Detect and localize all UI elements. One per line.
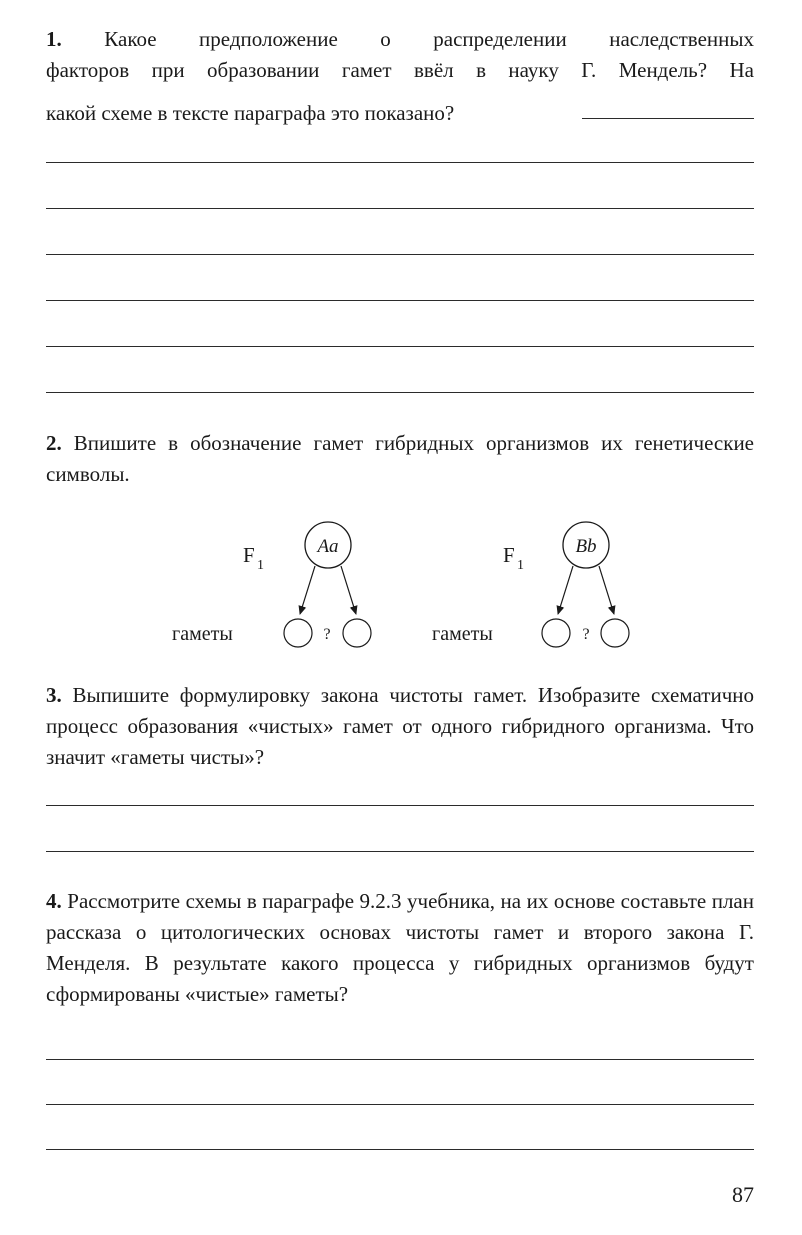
task-3-number: 3. [46, 683, 62, 707]
task-1-answer-line[interactable] [46, 300, 754, 301]
gamete-circle-right[interactable] [601, 619, 629, 647]
gamete-circle-left[interactable] [542, 619, 570, 647]
task-1-answer-line[interactable] [46, 392, 754, 393]
task-2-text: Впишите в обозначение гамет гибридных организмов их генетические символы. [46, 431, 755, 486]
generation-label: F [243, 543, 255, 567]
gametes-label: гаметы [432, 623, 493, 645]
task-3-answer-line[interactable] [46, 851, 754, 852]
task-4-text: Рассмотрите схемы в параграфе 9.2.3 учебника, на их основе составьте план рассказа о цитологических основах чистоты гамет и второго закона Г. Менделя. В результате какого процесса у гибридных организмов будут сформированы «чистые» гаметы? [46, 889, 754, 1006]
task-3-text: Выпишите формулировку закона чистоты гамет. Изобразите схематично процесс образования «чистых» гамет от одного гибридного организма. Что значит «гаметы чисты»? [46, 683, 754, 769]
parent-circle [305, 522, 351, 568]
task-4-answer-line[interactable] [46, 1059, 754, 1060]
task-1 [46, 24, 754, 129]
parent-genotype: Aa [317, 536, 339, 557]
gametes-label: гаметы [172, 623, 233, 645]
arrow-right [341, 566, 356, 614]
generation-label: F [503, 543, 515, 567]
task-1-answer-line[interactable] [46, 346, 754, 347]
diagram-aa [172, 522, 371, 647]
task-2-number: 2. [46, 431, 62, 455]
gamete-circle-left[interactable] [284, 619, 312, 647]
arrow-left [558, 566, 573, 614]
task-1-answer-line[interactable] [46, 162, 754, 163]
task-1-line-c: какой схеме в тексте параграфа это показано? [46, 101, 455, 125]
task-1-answer-line[interactable] [46, 208, 754, 209]
task-1-line-a: 1. Какое предположение о распределении наследственных [46, 27, 755, 51]
task-1-answer-line-inline[interactable] [582, 118, 754, 119]
task-4 [46, 886, 754, 1010]
task-4-answer-line[interactable] [46, 1104, 754, 1105]
page-number: 87 [732, 1182, 754, 1207]
generation-subscript: 1 [257, 558, 264, 573]
task-1-line-b: факторов при образовании гамет ввёл в науку Г. Мендель? На [46, 58, 754, 82]
arrow-right [599, 566, 614, 614]
task-4-answer-line[interactable] [46, 1149, 754, 1150]
parent-circle [563, 522, 609, 568]
gamete-circle-right[interactable] [343, 619, 371, 647]
task-1-answer-line[interactable] [46, 254, 754, 255]
task-3 [46, 680, 754, 773]
question-mark: ? [323, 626, 331, 643]
arrow-left [300, 566, 315, 614]
parent-genotype: Bb [575, 536, 597, 557]
task-2 [46, 428, 754, 490]
diagram-bb [432, 522, 629, 647]
task-4-number: 4. [46, 889, 62, 913]
task-1-number: 1. [46, 27, 62, 51]
question-mark: ? [582, 626, 590, 643]
task-3-answer-line[interactable] [46, 805, 754, 806]
generation-subscript: 1 [517, 558, 524, 573]
